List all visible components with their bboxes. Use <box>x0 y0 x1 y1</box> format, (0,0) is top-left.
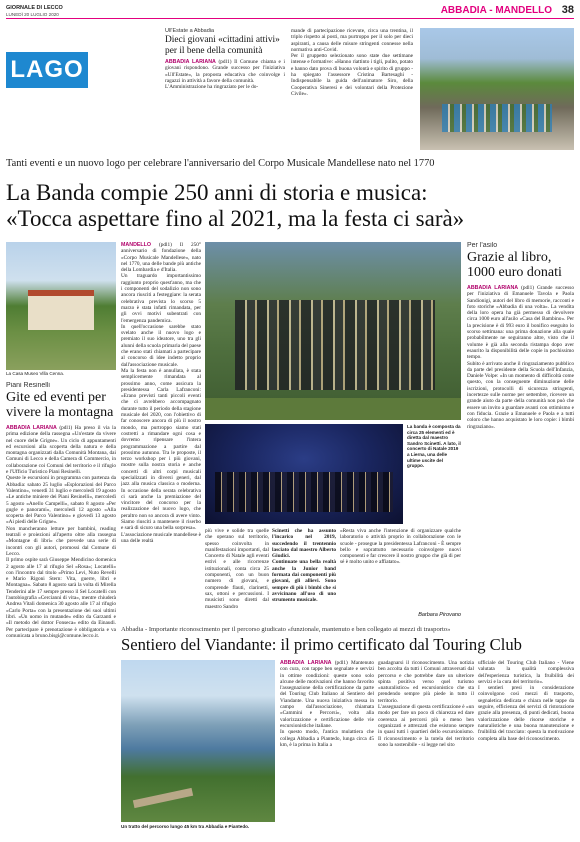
resinelli-story <box>6 382 116 838</box>
sentiero-col3: ufficiale del Touring Club Italiano - Viene valutata la qualità complessiva dell'esperienza turistica, la fruibilità dei servizi e la cura del territorio». I sentieri presi in considerazione coinvolgono così mezzi di trasporto, segnaletica dedicata e chiara nelle tappe da seguire, efficienza dei servizi di ristorazione grazie alla presenza, di punti dedicati, buona valorizzazione delle risorse storiche e naturalistiche e una buona manutenzione e fruibilità del tracciato: questa la motivazione completa alla base del riconoscimento. <box>478 660 574 742</box>
asilo-headline: Grazie al libro, 1000 euro donati <box>467 250 562 280</box>
sentiero-photo-caption: Un tratto del percorso lungo 45 km tra Abbadia e Piantedo. <box>121 824 250 829</box>
sentiero-col1: ABBADIA LARIANA (pdl1) Mantenuto con cura, con tappe ben segnalate e servizi in ottime condizioni: queste sono solo alcune delle motivazioni che hanno favorito l'assegnazione della certificazione da parte del Touring Club Italiano al Sentiero del Viandante. Una nuova iniziativa messa in campo dall'associazione, chiamata «Cammini e Percorsi», volta alla valorizzazione e certificazione delle vie escursionistiche italiane. In questo modo, l'antica mulattiera che collega Abbadia a Piantedo, lunga circa 45 km, è la prima in Italia a <box>280 660 374 748</box>
main-headline-line1: La Banda compie 250 anni di storia e musica: <box>6 180 428 205</box>
villa-building <box>28 290 94 330</box>
band-story-col4: «Resta viva anche l'intenzione di organizzare qualche laboratorio o attività proprio in collaborazione con le scuole - prosegue la presidentessa Lafranconi - È sempre bello e soprattutto necessario coinvolgere nuovi componenti e far crescere il nostro gruppo che già di per sé è molto unito e affiatato». <box>340 528 461 566</box>
asilo-body: ABBADIA LARIANA (pdl1) Grande successo per l'iniziativa di Emanuele Tavola e Paola Sandionigi, autori del libro di memorie, racconti e foto storiche «Abbadia di una volta». La vendita della loro opera ha già permesso di devolvere circa 1000 euro all'asilo «Casa del Bambino». Per la precisione è di 993 euro il bonifico eseguito lo scorso settimana: una prima donazione alla quale probabilmente ne seguiranno altre, visto che il volume è già alla seconda ristampa dopo aver esaurito la disponibilità delle copie in pochissimo tempo. Subito è arrivato anche il ringraziamento pubblico da parte del presidente della Scuola dell'Infanzia, Daniele Volpe: «In un momento di difficoltà come questo, con la conseguente diminuzione delle iscrizioni, protocolli di sicurezza stringenti, incertezze sulle norme per settembre, ricevere un grande aiuto da parte della comunità non può che essere un invito a guardare avanti con ottimismo e con fiducia. Grazie a Emanuele e Paola e a tutti coloro che hanno acquistato le loro copie: i bimbi ringraziano». <box>467 285 574 430</box>
sentiero-photo-path <box>133 788 193 808</box>
villa-photo-caption: La Casa Museo Villa Cenna. <box>6 371 65 376</box>
masthead-rule <box>6 18 574 19</box>
band-photo-musicians <box>235 300 435 390</box>
band-photo-caption: La banda è composta da circa 25 elementi ed è diretta dal maestro Sandro Scinetti. A lato, il concerto di Natale 2019 a Lierna, una delle ultime uscite del gruppo. <box>407 424 461 469</box>
sentiero-col2: guadagnarsi il riconoscimento. Una notizia ben accolta da tutti i Comuni attraversati dal percorso e che potrebbe dare un ulteriore spinta positiva verso quel turismo «naturalistico» ed escursionistico che sta prendendo sempre più piede in tutto il territorio. L'assegnazione di questa certificazione è «un modo per fare un poco di chiarezza ed dare coerenza ai percorsi più o meno ben organizzati e attrezzati che esistono sempre in quasi tutti i quartieri dello escursionismo. Il riconoscimento e la tutela del territorio sono la sostenibile - si legge nel sito <box>378 660 474 748</box>
main-headline <box>6 180 574 236</box>
asilo-kicker: Per l'asilo <box>467 242 498 249</box>
resinelli-kicker: Piani Resinelli <box>6 382 50 389</box>
sentiero-kicker: Abbadia - Importante riconoscimento per il percorso giudicato «funzionale, mantenuto e ben collegato ai mezzi di trasporto» <box>121 626 451 633</box>
top-story-col2: mande di partecipazione ricevute, circa una trentina, il triplo rispetto ai posti, ma purtroppo per il solo per dieci aspiranti, a causa delle misure stringenti connesse nella normativa anti-Covid. Per il gruppetto selezionato sono state due settimane intense e formative: «Hanno riattinto i tigli, pulito, potato e hanno dato prova di buona volontà e spirito di gruppo - ha spiegato l'assessore Cristina Bartesaghi - Indispensabile la guida dell'animatore Siro, della Cooperativa Sineresi e dei volontari della Protezione Civile». <box>291 28 413 97</box>
top-story <box>165 28 415 152</box>
section-title: ABBADIA - MANDELLO <box>440 5 552 16</box>
top-photo <box>420 28 574 150</box>
resinelli-headline: Gite ed eventi per vivere la montagna <box>6 390 114 420</box>
sentiero-headline: Sentiero del Viandante: il primo certificato dal Touring Club <box>121 636 522 654</box>
band-photo-lawn <box>205 398 461 420</box>
band-story-signature: Barbara Pirovano <box>418 612 461 618</box>
resinelli-body: ABBADIA LARIANA (pdl1) Ha preso il via la prima edizione della rassegna «Un'estate da vivere nel cuore delle Grigne». Un ciclo di appuntamenti ed escursioni alla scoperta della natura e della montagna organizzati dalla Comunità Montana, dai Comuni di Lecco e della Camera di Commercio, in collaborazione coi Comuni del territorio e il rifugio e l'Ufficio Turistico Piani Resinelli. Queste le escursioni in programma con partenza da Abbadia: sabato 25 luglio «Esplorazioni del Parco Valentino», venerdì 31 luglio e mercoledì 19 agosto «Le antiche miniere dei Piani Resinelli», mercoledì 5 agosto «Anello Campelli», sabato 8 agosto «Per gugle e panorami», mercoledì 12 agosto «Alla scoperta del Parco Valentino» e giovedì 13 agosto «Ai piedi delle Grigne». Non mancheranno letture per bambini, reading teatrali e proiezioni all'aperto oltre alla rassegna «Montagne di libri» che prevede una serie di incontri con gli autori, promossi dal Comune di Lecco. Il primo ospite sarà Giuseppe Mendicino domenica 2 agosto alle 17 al rifugio Sel «Rosa»; Locatelli» con l'incontro dal titolo «Primo Levi, Nuto Revelli e Mario Rigoni Stern: Vita, guerre, libri e Montagna». Sabato 8 agosto sarà la volta di Mirella Tenderini alle 17 sempre presso il Sel Locatelli con l'autobiografia «Cercianni di vita», mentre chiuderà Andrea Vitali domenica 30 agosto alle 17 al rifugio «Carlo Porta» con la presentazione dei suoi ultimi libri. «Un uomo in mutande» edito da Garzanti e «Il metodo del dottor Fonseca» edito da Einaudi. Per partecipare è prenotazione è obbligatoria e va comunicata a bruno.bisgi@comune.lecco.it. <box>6 425 116 639</box>
band-story-col1: MANDELLO (pdl1) Il 250° anniversario di fondazione della «Corpo Musicale Mandellese», nato nel 1770, una delle bande più antiche della Lombardia e d'Italia. Un traguardo importantissimo raggiunto proprio quest'anno, ma che i componenti del sodalizio non sono ancora riusciti a festeggiare: la serata celebrativa prevista lo scorso 5 marzo è stata infatti rimandata, per gli ovvi motivi subentrati con l'emergenza pandemica. In quell'occasione sarebbe stato svelato anche il nuovo logo e premiato il suo ideatore, uno tra gli alunni della scuola primaria del paese che erano stati chiamati a partecipare al concorso di idee indetto proprio dall'associazione musicale. Ma la festa non è annullata, è stata semplicemente rimandata al prossimo anno, come assicura la presidentessa Carla Lafranconi: «Erano previsti tanti piccoli eventi che ci avrebbero accompagnato durante tutto il periodo della stagione musicale del 2020, con l'obiettivo di far conoscere ancora di più il nostro mondo, ma purtroppo siamo stati costretti a rimandare ogni cosa e dovremo ripensare l'intera programmazione a partire dal prossimo autunno. Tra le proposte, il terzo workshop per i più giovani, mostre sulla nostra storia e anche concerti di altri corpi musicali specializzati in diversi generi, dal jazz alla musica classica o moderna. In occasione della serata celebrativa ci sarà anche la premiazione del vincitore del concorso per la realizzazione del nuovo logo, che peraltro non so ancora di avere vinto. Siamo riusciti a mantenere il riserbo e sarà di sicuro una bella sorpresa». L'associazione musicale mandellese è una delle realtà <box>121 242 201 544</box>
concert-photo-stage <box>215 472 393 512</box>
top-story-kicker: Ull'Estate a Abbadia <box>165 28 215 34</box>
asilo-story <box>467 242 574 620</box>
masthead <box>6 4 574 20</box>
villa-photo <box>6 242 116 370</box>
top-photo-group <box>442 104 552 132</box>
concert-photo <box>205 424 403 524</box>
top-story-col1: ABBADIA LARIANA (pdl1) Il Comune chiama e i giovani rispondono. Grande successo per l'iniziativa «Ull'Estate», la proposta educativa che coinvolge i ragazzi in attività a favore della comunità. L'Amministrazione ha ringraziato per le do- <box>165 59 285 91</box>
top-story-headline: Dieci giovani «cittadini attivi» per il bene della comunità <box>165 35 280 56</box>
band-photo <box>205 242 461 420</box>
band-story-col2: più vive e solide tra quelle che operano sul territorio, spesso coinvolta in manifestazioni importanti, dal Concerto di Natale agli eventi estivi e alle ricorrenze istituzionali, conta circa 25 componenti, con un buon numero di giovani, e comprende flauti, clarinetti, sax, ottoni e percussioni. I musicisti sono diretti dal maestro Sandro <box>205 528 269 610</box>
issue-date: LUNEDÌ 20 LUGLIO 2020 <box>6 12 59 17</box>
banner-strap: Tanti eventi e un nuovo logo per celebrare l'anniversario del Corpo Musicale Mandellese nato nel 1770 <box>6 158 435 169</box>
page-number: 38 <box>561 4 574 16</box>
sentiero-photo <box>121 660 275 822</box>
band-story-col3: Scinetti che ha assunto l'incarico nel 2019, succedendo il trentennio lasciato dal maestro Alberto Giudici. Continuate una bella realtà anche la Junior band formata dai componenti più giovani, gli allievi. Sono sempre di più i bimbi che si avvicinano all'uso di uno strumento musicale. <box>272 528 336 604</box>
section-box-label: LAGO <box>10 56 84 83</box>
paper-name: GIORNALE DI LECCO <box>6 5 63 11</box>
main-headline-line2: «Tocca aspettare fino al 2021, ma la festa ci sarà» <box>6 206 465 231</box>
section-box-lago <box>6 52 88 88</box>
